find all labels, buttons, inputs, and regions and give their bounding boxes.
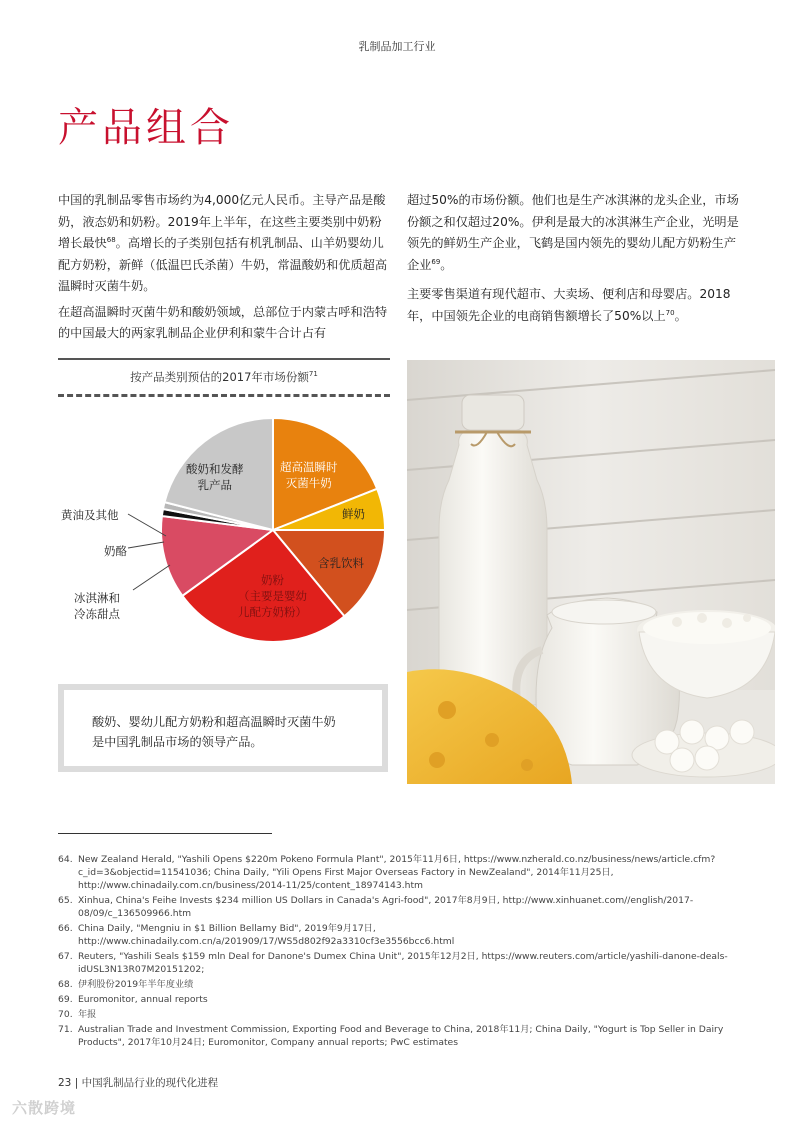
footnote-text: China Daily, "Mengniu in $1 Billion Bellamy Bid", 2019年9月17日, http://www.chinadaily.com.cn/a/201909/17/WS5d802f92a3310cf3e3556bcc6.html	[78, 923, 455, 947]
footnote-text: New Zealand Herald, "Yashili Opens $220m Pokeno Formula Plant", 2015年11月6日, https://www.nzherald.co.nz/business/news/article.cfm?c_id=3&objectid=11541036; China Daily, "Yili Opens First Major Overseas Factory in NewZealand", 2014年11月25日, http://www.chinadaily.com.cn/business/2014-11/25/content_18974143.htm	[78, 854, 716, 891]
pie-label-uht: 超高温瞬时 灭菌牛奶	[280, 460, 338, 490]
page-number: 23	[58, 1077, 72, 1089]
footnote-text: 年报	[78, 1009, 97, 1020]
body-column-right	[407, 190, 739, 327]
footnote-rule	[58, 833, 272, 834]
footnotes	[58, 853, 738, 1051]
footnote-text: 伊利股份2019年半年度业绩	[78, 979, 194, 990]
pie-label-icecream: 冰淇淋和 冷冻甜点	[74, 591, 120, 621]
pie-leader-line	[133, 565, 170, 590]
footnote-item	[58, 922, 738, 948]
pie-label-yogurt: 酸奶和发酵 乳产品	[186, 462, 244, 492]
footnote-item	[58, 1008, 738, 1021]
footnote-item	[58, 894, 738, 920]
paragraph: 中国的乳制品零售市场约为4,000亿元人民币。主导产品是酸奶，液态奶和奶粉。2019年上半年，在这些主要类别中奶粉增长最快$^{68}$。高增长的子类别包括有机乳制品、山羊奶婴幼儿配方奶粉，新鲜（低温巴氏杀菌）牛奶，常温酸奶和优质超高温瞬时灭菌牛奶。	[58, 193, 388, 293]
footnote-number: 68.	[58, 979, 73, 990]
pie-label-milk-drink: 含乳饮料	[318, 556, 364, 570]
footnote-item	[58, 978, 738, 991]
pie-leader-line	[128, 542, 164, 548]
footnote-item	[58, 950, 738, 976]
footnote-number: 65.	[58, 895, 73, 906]
chart-dashed-rule	[58, 394, 390, 397]
paragraph: 超过50%的市场份额。他们也是生产冰淇淋的龙头企业，市场份额之和仅超过20%。伊利是最大的冰淇淋生产企业，光明是领先的鲜奶生产企业，飞鹤是国内领先的婴幼儿配方奶粉生产企业$^{69}$。	[407, 193, 739, 272]
dairy-products-photo	[407, 360, 775, 784]
paragraph: 主要零售渠道有现代超市、大卖场、便利店和母婴店。2018年，中国领先企业的电商销售额增长了50%以上$^{70}$。	[407, 287, 731, 323]
page-footer	[58, 1075, 218, 1090]
footnote-item	[58, 853, 738, 892]
footnote-number: 64.	[58, 854, 73, 865]
footer-separator: |	[74, 1077, 79, 1089]
chart-top-rule	[58, 358, 390, 360]
footnote-number: 70.	[58, 1009, 73, 1020]
footnote-item	[58, 993, 738, 1006]
footnote-number: 66.	[58, 923, 73, 934]
footnote-number: 69.	[58, 994, 73, 1005]
footer-title: 中国乳制品行业的现代化进程	[81, 1077, 219, 1089]
callout-text: 酸奶、婴幼儿配方奶粉和超高温瞬时灭菌牛奶 是中国乳制品市场的领导产品。	[92, 715, 336, 749]
footnote-text: Euromonitor, annual reports	[78, 994, 208, 1005]
paragraph: 在超高温瞬时灭菌牛奶和酸奶领域，总部位于内蒙古呼和浩特的中国最大的两家乳制品企业伊利和蒙牛合计占有	[58, 304, 388, 340]
pie-label-butter: 黄油及其他	[61, 508, 119, 522]
pie-label-cheese: 奶酪	[104, 544, 127, 558]
watermark-logo: 六散跨境	[12, 1099, 77, 1117]
footnote-number: 71.	[58, 1024, 73, 1035]
pie-label-powder: 奶粉 （主要是婴幼 儿配方奶粉）	[238, 573, 307, 619]
body-column-left	[58, 190, 390, 345]
chart-title: 按产品类别预估的2017年市场份额$^{71}$	[130, 370, 318, 384]
footnote-item	[58, 1023, 738, 1049]
footnote-text: Xinhua, China's Feihe Invests $234 million US Dollars in Canada's Agri-food", 2017年8月9日, http://www.xinhuanet.com//english/2017-08/09/c_136509966.htm	[78, 895, 694, 919]
section-title: 产品组合	[58, 105, 234, 151]
footnote-number: 67.	[58, 951, 73, 962]
footnote-text: Reuters, "Yashili Seals $159 mln Deal for Danone's Dumex China Unit", 2015年12月2日, https://www.reuters.com/article/yashili-danone-deals-idUSL3N13R07M20151202;	[78, 951, 728, 975]
footnote-text: Australian Trade and Investment Commission, Exporting Food and Beverage to China, 2018年11月; China Daily, "Yogurt is Top Seller in Dairy Products", 2017年10月24日; Euromonitor, Company annual reports; PwC estimates	[78, 1024, 724, 1048]
running-header: 乳制品加工行业	[358, 40, 436, 53]
pie-label-fresh: 鲜奶	[342, 507, 365, 521]
